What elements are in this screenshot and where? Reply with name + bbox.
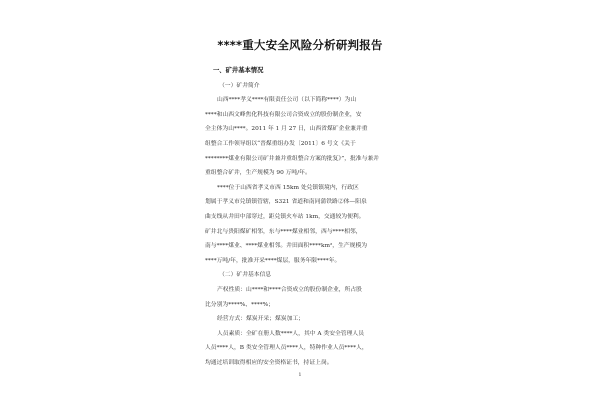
body-text-line: ********煤业有限公司矿井兼并重组整合方案的批复》”，批准与兼并 xyxy=(205,155,379,162)
body-text-line: ****万吨/年，批准开采****煤层，服务年限****年。 xyxy=(205,257,341,264)
document-body xyxy=(205,64,393,370)
subsection-heading: （一）矿井简介 xyxy=(219,82,260,89)
body-text-line: 比分别为****%、****%； xyxy=(205,301,274,308)
body-text-line: 人员****人，B 类安全管理人员****人，特种作业人员****人， xyxy=(205,345,368,352)
body-text-line: 人员素质：全矿在册人数****人，其中 A 类安全管理人员 xyxy=(217,330,364,337)
body-text-line: 均通过培训取得相应的安全资格证书，持证上岗。 xyxy=(205,359,333,366)
body-text-line: ****位于山西省孝义市西 15km 处兑镇镇境内，行政区 xyxy=(217,184,359,191)
body-text-line: ****和山西文峰焦化科技有限公司合资成立的股份制企业，安 xyxy=(205,111,362,118)
body-text-line: 重组整合矿井，生产规模为 90 万吨/年。 xyxy=(205,170,311,177)
body-text-line: 矿井北与贵阳煤矿相邻，东与****煤业相邻，西与****相邻， xyxy=(205,228,362,235)
body-text-line: 南与****煤业、****煤业相邻。井田面积****km²，生产规模为 xyxy=(205,243,368,250)
body-text-line: 曲支线从井田中部穿过，距兑镇火车站 1km，交通较为便利。 xyxy=(205,213,365,220)
document-title: ****重大安全风险分析研判报告 xyxy=(217,38,383,52)
section-heading: 一、矿井基本情况 xyxy=(213,67,264,74)
page-number: 1 xyxy=(298,372,302,378)
body-text-line: 全主体为山****。2011 年 1 月 27 日，山西省煤矿企业兼并重 xyxy=(205,126,368,133)
body-text-line: 山西****孝义****有限责任公司（以下简称****）为山 xyxy=(217,97,357,104)
body-text-line: 经营方式：煤炭开采；煤炭加工； xyxy=(217,316,304,323)
subsection-heading: （二）矿井基本信息 xyxy=(219,272,272,279)
body-text-line: 产权性质：山****和****合资成立的股份制企业，所占股 xyxy=(217,286,362,293)
body-text-line: 划属于孝义市兑镇镇管辖，S321 省道和南同蒲铁路②体—阳泉 xyxy=(205,199,367,206)
body-text-line: 组整合工作领导组以“晋煤重组办发〔2011〕6 号文《关于 xyxy=(205,140,356,147)
